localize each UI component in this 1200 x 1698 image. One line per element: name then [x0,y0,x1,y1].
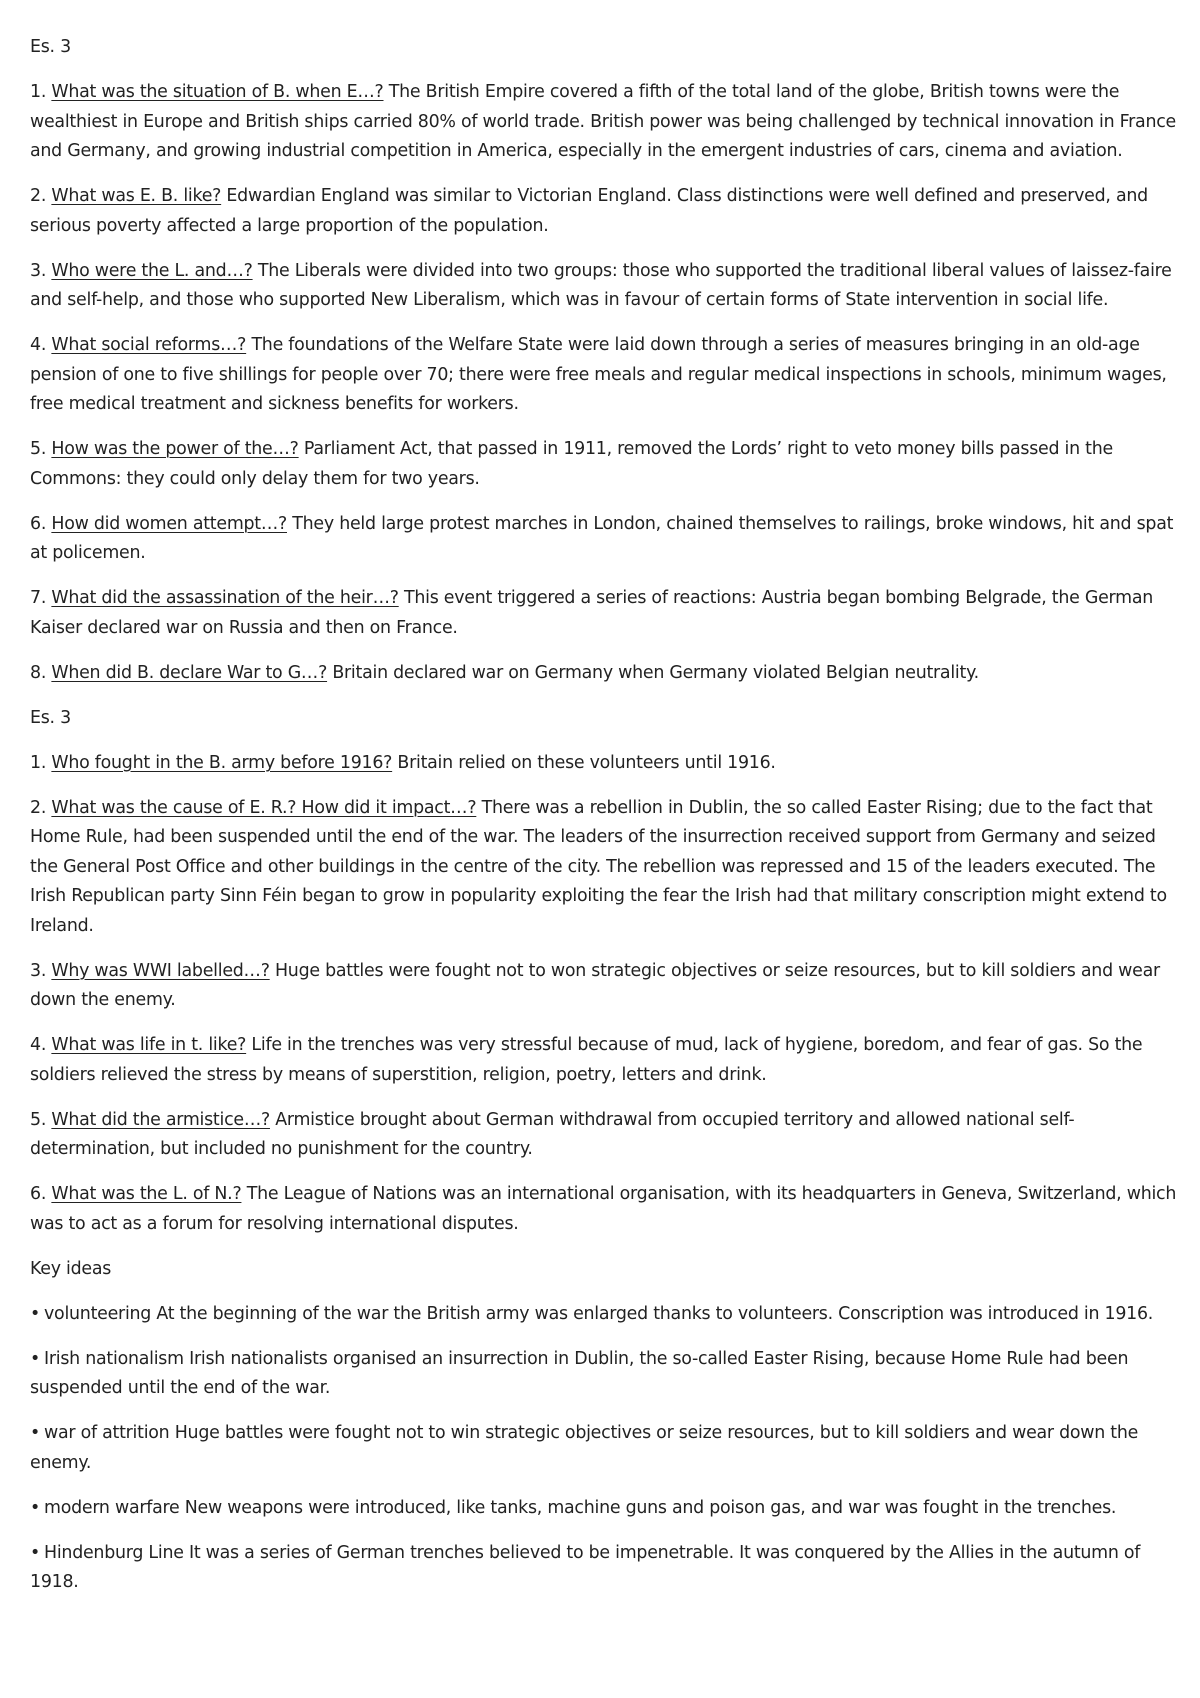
key-ideas-section [30,1255,1180,1598]
question-text: How was the power of the…? [51,439,299,459]
question-text: What was the situation of B. when E…? [51,82,384,102]
question-text: Why was WWI labelled…? [51,960,270,981]
key-idea-term: modern warfare [44,1497,180,1518]
qa-item [30,331,1180,420]
qa-item [30,794,1180,942]
qa-item [30,257,1180,316]
answer-text: Britain relied on these volunteers until 1916. [397,752,776,773]
key-idea-text: Irish nationalists organised an insurrection in Dublin, the so-called Easter Rising, because Home Rule had been suspended until the end of the war. [30,1348,1129,1398]
question-text: What was the L. of N.? [51,1184,242,1204]
question-text: What did the armistice…? [51,1109,270,1130]
question-text: Who fought in the B. army before 1916? [51,752,393,773]
key-idea-item [30,1419,1180,1478]
question-text: What was the cause of E. R.? How did it impact…? [51,797,477,818]
exercise-section-2 [30,704,1180,1240]
answer-text: Huge battles were fought not to won strategic objectives or seize resources, but to kill soldiers and wear down the enemy. [30,960,1160,1010]
question-text: Who were the L. and…? [51,260,253,281]
section-heading: Es. 3 [30,707,71,728]
bullet-icon: • [30,1303,41,1324]
qa-item [30,749,1180,779]
item-number: 1. [30,752,47,773]
question-text: What did the assassination of the heir…? [51,588,399,608]
answer-text: Armistice brought about German withdrawal from occupied territory and allowed national self-determination, but included no punishment for the country. [30,1109,1075,1159]
answer-text: The League of Nations was an international organisation, with its headquarters in Geneva, Switzerland, which was to act as a forum for resolving international disputes. [30,1184,1177,1234]
key-idea-item [30,1539,1180,1598]
answer-text: Edwardian England was similar to Victorian England. Class distinctions were well defined and preserved, and serious poverty affected a large proportion of the population. [30,186,1148,236]
item-number: 2. [30,797,47,818]
item-number: 8. [30,662,47,683]
item-number: 4. [30,335,47,355]
item-number: 3. [30,960,47,981]
section-heading: Es. 3 [30,37,71,57]
item-number: 2. [30,186,47,206]
bullet-icon: • [30,1348,41,1369]
key-idea-text: Huge battles were fought not to win strategic objectives or seize resources, but to kill soldiers and wear down the enemy. [30,1423,1139,1473]
qa-list [30,749,1180,1240]
question-text: How did women attempt…? [51,513,287,534]
question-text: When did B. declare War to G…? [51,662,328,683]
key-idea-term: war of attrition [44,1423,170,1443]
qa-item [30,1180,1180,1239]
item-number: 5. [30,1109,47,1130]
bullet-icon: • [30,1497,41,1518]
answer-text: Life in the trenches was very stressful because of mud, lack of hygiene, boredom, and fear of gas. So the soldiers relieved the stress by means of superstition, religion, poetry, letters and drink. [30,1035,1143,1085]
key-idea-term: volunteering [44,1303,152,1324]
item-number: 1. [30,82,47,102]
qa-item [30,435,1180,494]
exercise-section-1 [30,33,1180,688]
answer-text: Parliament Act, that passed in 1911, removed the Lords’ right to veto money bills passed in the Commons: they could only delay them for two years. [30,439,1113,489]
answer-text: The Liberals were divided into two groups: those who supported the traditional liberal values of laissez-faire and self-help, and those who supported New Liberalism, which was in favour of certain forms of State intervention in social life. [30,260,1172,310]
item-number: 4. [30,1035,47,1055]
item-number: 3. [30,260,47,281]
answer-text: They held large protest marches in London, chained themselves to railings, broke windows, hit and spat at policemen. [30,513,1174,563]
item-number: 7. [30,588,47,608]
key-ideas-list [30,1300,1180,1598]
qa-item [30,584,1180,643]
question-text: What was life in t. like? [51,1035,247,1055]
bullet-icon: • [30,1542,41,1563]
key-idea-text: New weapons were introduced, like tanks, machine guns and poison gas, and war was fought in the trenches. [184,1497,1117,1518]
key-idea-term: Hindenburg Line [44,1542,184,1563]
key-idea-text: At the beginning of the war the British army was enlarged thanks to volunteers. Conscription was introduced in 1916. [156,1303,1154,1324]
key-idea-item [30,1494,1180,1524]
answer-text: The foundations of the Welfare State were laid down through a series of measures bringing in an old-age pension of one to five shillings for people over 70; there were free meals and regular medical inspections in schools, minimum wages, free medical treatment and sickness benefits for workers. [30,335,1167,414]
qa-list [30,78,1180,688]
item-number: 5. [30,439,47,459]
answer-text: The British Empire covered a fifth of the total land of the globe, British towns were the wealthiest in Europe and British ships carried 80% of world trade. British power was being challenged by technical innovation in France and Germany, and growing industrial competition in America, especially in the emergent industries of cars, cinema and aviation. [30,82,1176,161]
answer-text: Britain declared war on Germany when Germany violated Belgian neutrality. [332,662,979,683]
answer-text: This event triggered a series of reactions: Austria began bombing Belgrade, the German Kaiser declared war on Russia and then on France. [30,588,1154,638]
answer-text: There was a rebellion in Dublin, the so called Easter Rising; due to the fact that Home Rule, had been suspended until the end of the war. The leaders of the insurrection received support from Germany and seized the General Post Office and other buildings in the centre of the city. The rebellion was repressed and 15 of the leaders executed. The Irish Republican party Sinn Féin began to grow in popularity exploiting the fear the Irish had that military conscription might extend to Ireland. [30,797,1167,936]
qa-item [30,510,1180,569]
qa-item [30,78,1180,167]
item-number: 6. [30,1184,47,1204]
qa-item [30,1106,1180,1165]
key-idea-item [30,1345,1180,1404]
item-number: 6. [30,513,47,534]
key-idea-item [30,1300,1180,1330]
qa-item [30,1031,1180,1090]
question-text: What social reforms…? [51,335,247,355]
bullet-icon: • [30,1423,41,1443]
key-idea-text: It was a series of German trenches believed to be impenetrable. It was conquered by the Allies in the autumn of 1918. [30,1542,1141,1592]
qa-item [30,957,1180,1016]
qa-item [30,182,1180,241]
question-text: What was E. B. like? [51,186,222,206]
qa-item [30,659,1180,689]
key-idea-term: Irish nationalism [44,1348,184,1369]
key-ideas-heading: Key ideas [30,1258,112,1279]
